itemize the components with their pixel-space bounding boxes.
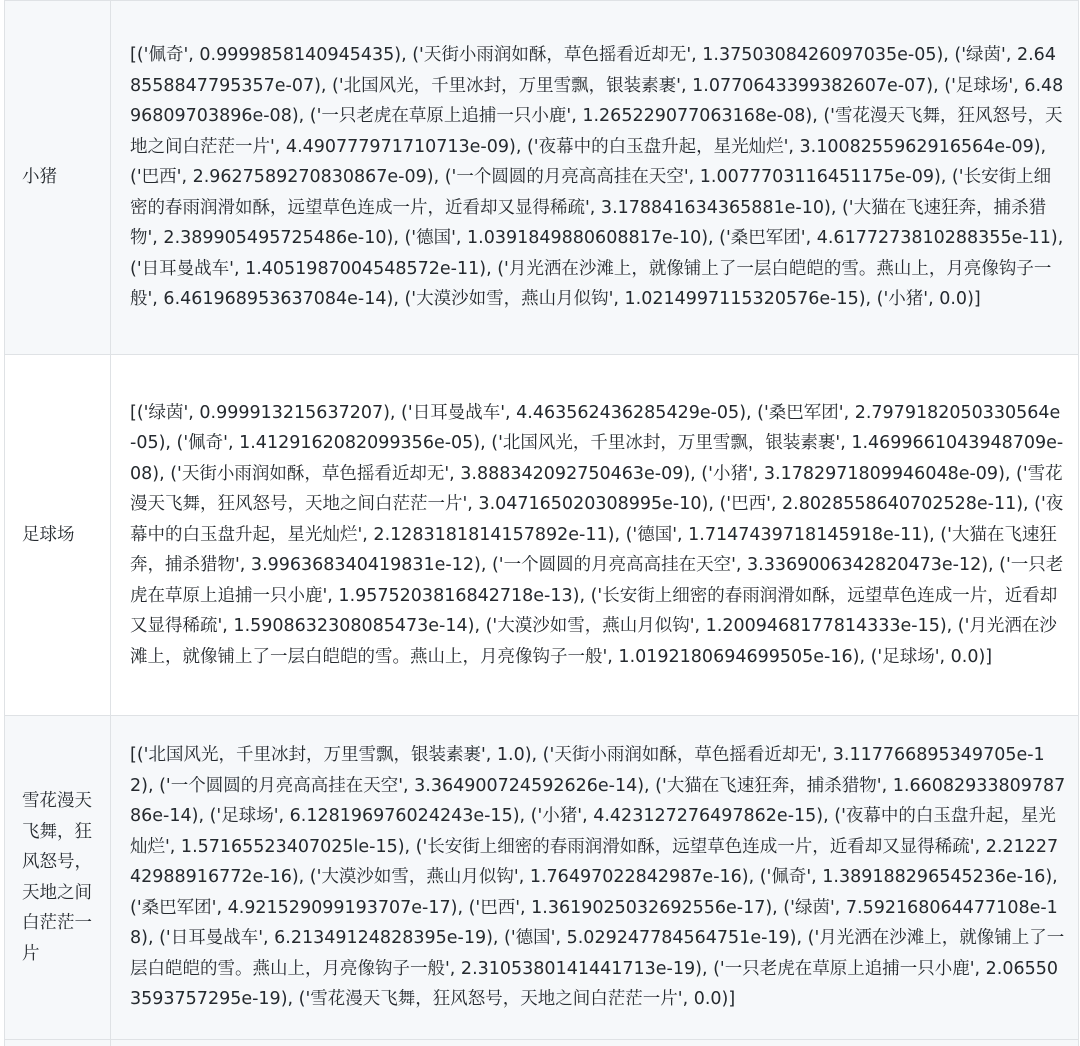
row-value: [('佩奇', 0.9999858140945435), ('天街小雨润如酥，草色摇看近却无', 1.3750308426097035e-05), ('绿茵', 2.648558847795357e-07), ('北国风光，千里冰封，万里雪飘，银装素裹', 1.0770643399382607e-07), ('足球场', 6.4896809703896e-08), ('一只老虎在草原上追捕一只小鹿', 1.265229077063168e-08), ('雪花漫天飞舞，狂风怒号，天地之间白茫茫一片', 4.490777971710713e-09), ('夜幕中的白玉盘升起，星光灿烂', 3.1008255962916564e-09), ('巴西', 2.9627589270830867e-09), ('一个圆圆的月亮高高挂在天空', 1.0077703116451175e-09), ('长安街上细密的春雨润滑如酥，远望草色连成一片，近看却又显得稀疏', 3.178841634365881e-10), ('大猫在飞速狂奔，捕杀猎物', 2.389905495725486e-10), ('德国', 1.0391849880608817e-10), ('桑巴军团', 4.6177273810288355e-11), ('日耳曼战车', 1.4051987004548572e-11), ('月光洒在沙滩上，就像铺上了一层白皑皑的雪。燕山上，月亮像钩子一般', 6.461968953637084e-14), ('大漠沙如雪，燕山月似钩', 1.0214997115320576e-15), ('小猪', 0.0)]	[111, 1, 1079, 355]
row-value-empty	[111, 1040, 1079, 1046]
row-value: [('绿茵', 0.999913215637207), ('日耳曼战车', 4.463562436285429e-05), ('桑巴军团', 2.7979182050330564e-05), ('佩奇', 1.4129162082099356e-05), ('北国风光，千里冰封，万里雪飘，银装素裹', 1.4699661043948709e-08), ('天街小雨润如酥，草色摇看近却无', 3.888342092750463e-09), ('小猪', 3.1782971809946048e-09), ('雪花漫天飞舞，狂风怒号，天地之间白茫茫一片', 3.047165020308995e-10), ('巴西', 2.8028558640702528e-11), ('夜幕中的白玉盘升起，星光灿烂', 2.1283181814157892e-11), ('德国', 1.7147439718145918e-11), ('大猫在飞速狂奔，捕杀猎物', 3.996368340419831e-12), ('一个圆圆的月亮高高挂在天空', 3.3369006342820473e-12), ('一只老虎在草原上追捕一只小鹿', 1.9575203816842718e-13), ('长安街上细密的春雨润滑如酥，远望草色连成一片，近看却又显得稀疏', 1.5908632308085473e-14), ('大漠沙如雪，燕山月似钩', 1.2009468177814333e-15), ('月光洒在沙滩上，就像铺上了一层白皑皑的雪。燕山上，月亮像钩子一般', 1.0192180694699505e-16), ('足球场', 0.0)]	[111, 355, 1079, 716]
table-row	[5, 1, 1079, 355]
table-row	[5, 355, 1079, 716]
table-row-partial	[5, 1040, 1079, 1046]
table-row	[5, 716, 1079, 1040]
row-label: 小猪	[5, 1, 111, 355]
row-label: 雪花漫天飞舞，狂风怒号，天地之间白茫茫一片	[5, 716, 111, 1040]
row-label: 足球场	[5, 355, 111, 716]
similarity-table	[4, 0, 1079, 1046]
row-value: [('北国风光，千里冰封，万里雪飘，银装素裹', 1.0), ('天街小雨润如酥，草色摇看近却无', 3.117766895349705e-12), ('一个圆圆的月亮高高挂在天空', 3.364900724592626e-14), ('大猫在飞速狂奔，捕杀猎物', 1.6608293380978786e-14), ('足球场', 6.128196976024243e-15), ('小猪', 4.423127276497862e-15), ('夜幕中的白玉盘升起，星光灿烂', 1.57165523407025le-15), ('长安街上细密的春雨润滑如酥，远望草色连成一片，近看却又显得稀疏', 2.212274298891677​2e-16), ('大漠沙如雪，燕山月似钩', 1.76497022842987e-16), ('佩奇', 1.389188296545236e-16), ('桑巴军团', 4.921529099193707e-17), ('巴西', 1.3619025032692556e-17), ('绿茵', 7.592168064477108e-18), ('日耳曼战车', 6.21349124828395e-19), ('德国', 5.029247784564751e-19), ('月光洒在沙滩上，就像铺上了一层白皑皑的雪。燕山上，月亮像钩子一般', 2.3105380141441713e-19), ('一只老虎在草原上追捕一只小鹿', 2.065503593757295e-19), ('雪花漫天飞舞，狂风怒号，天地之间白茫茫一片', 0.0)]	[111, 716, 1079, 1040]
row-label-empty	[5, 1040, 111, 1046]
